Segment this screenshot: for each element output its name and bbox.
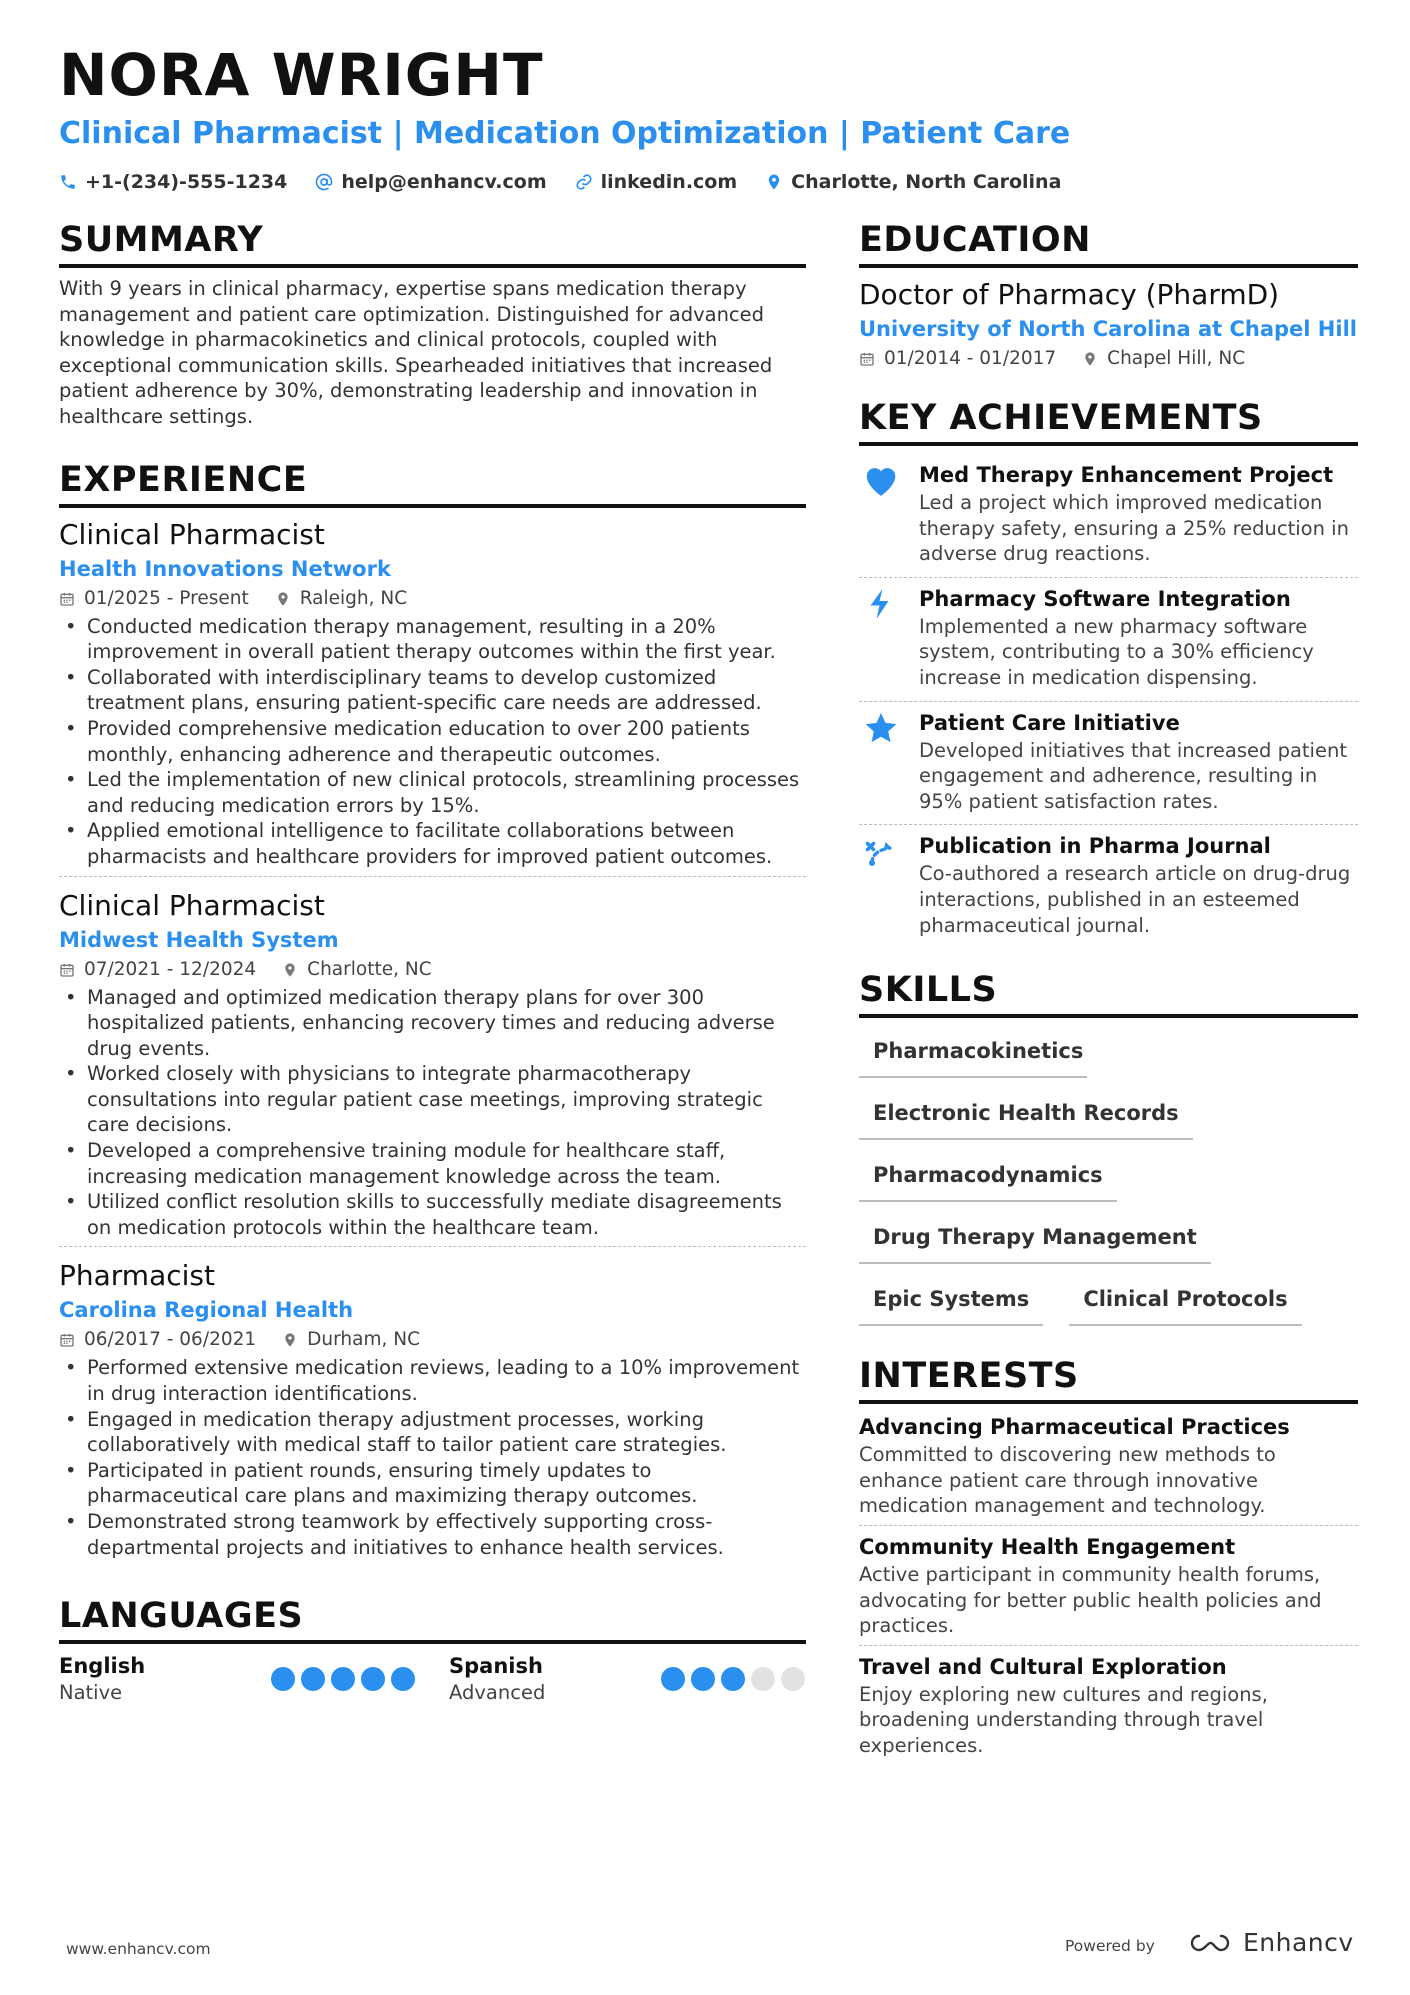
job-bullets <box>59 1355 806 1560</box>
contact-location <box>765 168 1061 196</box>
education-location-text: Chapel Hill, NC <box>1107 348 1246 369</box>
calendar-icon <box>59 591 75 607</box>
left-column <box>59 218 806 1734</box>
strategy-icon <box>862 833 900 869</box>
linkedin-text: linkedin.com <box>600 171 738 193</box>
job-bullets <box>59 614 806 870</box>
skills-section <box>859 968 1358 1326</box>
rating-dot-filled <box>331 1667 355 1691</box>
achievement-title: Patient Care Initiative <box>919 710 1180 735</box>
job-location-text: Charlotte, NC <box>307 958 432 980</box>
achievement-desc: Developed initiatives that increased patient engagement and adherence, resulting in 95% patient satisfaction rates. <box>919 738 1347 813</box>
skill-tag: Pharmacokinetics <box>859 1030 1087 1078</box>
job-meta <box>59 584 806 614</box>
job-dates <box>59 584 249 614</box>
contact-bar <box>59 168 1061 196</box>
job-meta <box>59 955 806 985</box>
achievements-section <box>859 396 1358 948</box>
job-location-text: Raleigh, NC <box>299 587 408 609</box>
job-bullet: • Utilized conflict resolution skills to successfully mediate disagreements on medication protocols within the healthcare team. <box>59 1189 806 1240</box>
job-bullets <box>59 985 806 1241</box>
achievement-desc: Co-authored a research article on drug-drug interactions, published in an esteemed pharmaceutical journal. <box>919 862 1351 937</box>
rating-dot-filled <box>271 1667 295 1691</box>
language-name: Spanish <box>449 1654 543 1679</box>
language-item <box>59 1652 415 1706</box>
candidate-title: Clinical Pharmacist | Medication Optimization | Patient Care <box>59 116 1071 151</box>
achievement-title: Pharmacy Software Integration <box>919 586 1291 611</box>
job-bullet: • Conducted medication therapy management, resulting in a 20% improvement in overall patient therapy outcomes within the first year. <box>59 614 806 665</box>
language-rating <box>271 1667 415 1691</box>
education-dates <box>859 344 1056 374</box>
email-text: help@enhancv.com <box>341 171 547 193</box>
job-location-text: Durham, NC <box>307 1329 421 1351</box>
experience-section <box>59 458 806 1567</box>
job-bullet: • Worked closely with physicians to integrate pharmacotherapy consultations into regular patient case meetings, improving strategic care decisions. <box>59 1061 806 1138</box>
interest-desc: Committed to discovering new methods to enhance patient care through innovative medication management and technology. <box>859 1443 1276 1518</box>
summary-heading: SUMMARY <box>59 218 806 268</box>
location-pin-icon <box>282 962 298 978</box>
phone-text: +1-(234)-555-1234 <box>85 171 288 193</box>
job-dates-text: 06/2017 - 06/2021 <box>84 1329 257 1351</box>
rating-dot-filled <box>361 1667 385 1691</box>
calendar-icon <box>59 962 75 978</box>
interest-title: Travel and Cultural Exploration <box>859 1654 1227 1679</box>
link-icon <box>575 173 593 191</box>
language-level: Native <box>59 1681 123 1705</box>
job-bullet: • Performed extensive medication reviews, leading to a 10% improvement in drug interaction identifications. <box>59 1355 806 1406</box>
right-column <box>859 218 1358 1792</box>
education-school: University of North Carolina at Chapel Hill <box>859 317 1357 341</box>
achievement-item <box>859 702 1358 826</box>
job-company: Midwest Health System <box>59 927 339 952</box>
rating-dot-filled <box>721 1667 745 1691</box>
footer-powered-by: Powered by <box>1065 1937 1155 1955</box>
job-bullet: • Applied emotional intelligence to facilitate collaborations between pharmacists and healthcare providers for improved patient outcomes. <box>59 818 806 869</box>
education-section <box>859 218 1358 374</box>
job-title: Pharmacist <box>59 1259 215 1293</box>
job-dates <box>59 1325 256 1355</box>
rating-dot-filled <box>691 1667 715 1691</box>
languages-section <box>59 1594 806 1706</box>
job-title: Clinical Pharmacist <box>59 517 325 551</box>
interest-item <box>859 1532 1358 1646</box>
achievement-item <box>859 578 1358 702</box>
skill-tag: Drug Therapy Management <box>859 1216 1211 1264</box>
calendar-icon <box>859 351 875 367</box>
language-item <box>449 1652 805 1706</box>
job-entry <box>59 1257 806 1566</box>
rating-dot-filled <box>301 1667 325 1691</box>
job-location <box>282 1325 420 1355</box>
interests-section <box>859 1354 1358 1764</box>
candidate-name: NORA WRIGHT <box>59 41 544 109</box>
interests-heading: INTERESTS <box>859 1354 1358 1404</box>
languages-list <box>59 1652 806 1706</box>
location-pin-icon <box>282 1332 298 1348</box>
footer-brand: Enhancv <box>1243 1928 1354 1957</box>
job-dates <box>59 955 256 985</box>
achievement-desc: Led a project which improved medication therapy safety, ensuring a 25% reduction in adverse drug reactions. <box>919 491 1349 566</box>
rating-dot-filled <box>661 1667 685 1691</box>
location-pin-icon <box>765 173 783 191</box>
language-rating <box>661 1667 805 1691</box>
rating-dot-empty <box>751 1667 775 1691</box>
job-bullet: • Collaborated with interdisciplinary teams to develop customized treatment plans, ensuring patient-specific care needs are addressed. <box>59 665 806 716</box>
skill-tag: Clinical Protocols <box>1069 1278 1301 1326</box>
achievement-item <box>859 825 1358 948</box>
interest-item <box>859 1412 1358 1526</box>
location-pin-icon <box>275 591 291 607</box>
skills-heading: SKILLS <box>859 968 1358 1018</box>
job-bullet: • Participated in patient rounds, ensuring timely updates to pharmaceutical care plans and maximizing therapy outcomes. <box>59 1458 806 1509</box>
rating-dot-empty <box>781 1667 805 1691</box>
job-location <box>275 584 407 614</box>
skill-tag: Electronic Health Records <box>859 1092 1193 1140</box>
language-level: Advanced <box>449 1681 546 1705</box>
experience-heading: EXPERIENCE <box>59 458 806 508</box>
contact-email[interactable] <box>315 168 546 196</box>
interest-item <box>859 1652 1358 1765</box>
heart-icon <box>862 462 900 498</box>
enhancv-logo-icon <box>1185 1930 1235 1956</box>
footer-logo[interactable] <box>1185 1928 1354 1957</box>
at-icon <box>315 173 333 191</box>
job-entry <box>59 516 806 877</box>
achievement-title: Med Therapy Enhancement Project <box>919 463 1334 487</box>
interest-desc: Active participant in community health forums, advocating for better public health policies and practices. <box>859 1562 1322 1638</box>
job-bullet: • Managed and optimized medication therapy plans for over 300 hospitalized patients, enhancing recovery times and reducing adverse drug events. <box>59 985 806 1062</box>
job-dates-text: 01/2025 - Present <box>84 587 249 609</box>
lightning-icon <box>862 586 900 622</box>
job-location <box>282 955 431 985</box>
job-bullet: • Provided comprehensive medication education to over 200 patients monthly, enhancing adherence and therapeutic outcomes. <box>59 716 806 767</box>
interest-title: Advancing Pharmaceutical Practices <box>859 1415 1290 1440</box>
education-location <box>1082 344 1245 374</box>
job-entry <box>59 887 806 1248</box>
job-company: Health Innovations Network <box>59 556 391 581</box>
achievement-title: Publication in Pharma Journal <box>919 834 1271 859</box>
education-degree: Doctor of Pharmacy (PharmD) <box>859 278 1280 311</box>
job-company: Carolina Regional Health <box>59 1298 354 1323</box>
footer-url[interactable]: www.enhancv.com <box>66 1940 211 1958</box>
skill-tag: Epic Systems <box>859 1278 1043 1326</box>
job-meta <box>59 1325 806 1355</box>
job-bullet: • Engaged in medication therapy adjustment processes, working collaboratively with medical staff to tailor patient care strategies. <box>59 1407 806 1458</box>
contact-phone[interactable] <box>59 168 287 196</box>
rating-dot-filled <box>391 1667 415 1691</box>
contact-linkedin[interactable] <box>575 168 738 196</box>
education-meta <box>859 344 1358 374</box>
education-dates-text: 01/2014 - 01/2017 <box>884 348 1057 369</box>
education-heading: EDUCATION <box>859 218 1358 268</box>
star-icon <box>862 710 900 746</box>
language-name: English <box>59 1654 146 1679</box>
interest-desc: Enjoy exploring new cultures and regions, broadening understanding through travel experiences. <box>859 1682 1268 1757</box>
calendar-icon <box>59 1332 75 1348</box>
achievement-desc: Implemented a new pharmacy software system, contributing to a 30% efficiency increase in medication dispensing. <box>919 614 1314 689</box>
job-bullet: • Developed a comprehensive training module for healthcare staff, increasing medication management knowledge across the team. <box>59 1138 806 1189</box>
interest-title: Community Health Engagement <box>859 1534 1236 1559</box>
location-pin-icon <box>1082 351 1098 367</box>
summary-text: With 9 years in clinical pharmacy, expertise spans medication therapy management and patient care optimization. Distinguished for advanced knowledge in pharmacokinetics and clinical protocols, coupled with exceptional communication skills. Spearheaded initiatives that increased patient adherence by 30%, demonstrating leadership and innovation in healthcare settings. <box>59 277 773 428</box>
skills-list <box>859 1026 1358 1326</box>
phone-icon <box>59 173 77 191</box>
job-dates-text: 07/2021 - 12/2024 <box>84 958 257 980</box>
languages-heading: LANGUAGES <box>59 1594 806 1644</box>
achievement-item <box>859 454 1358 578</box>
summary-section <box>59 218 806 430</box>
location-text: Charlotte, North Carolina <box>791 171 1062 193</box>
job-bullet: • Demonstrated strong teamwork by effectively supporting cross-departmental projects and initiatives to enhance health services. <box>59 1509 806 1560</box>
job-bullet: • Led the implementation of new clinical protocols, streamlining processes and reducing medication errors by 15%. <box>59 767 806 818</box>
job-title: Clinical Pharmacist <box>59 888 325 922</box>
skill-tag: Pharmacodynamics <box>859 1154 1117 1202</box>
achievements-heading: KEY ACHIEVEMENTS <box>859 396 1358 446</box>
